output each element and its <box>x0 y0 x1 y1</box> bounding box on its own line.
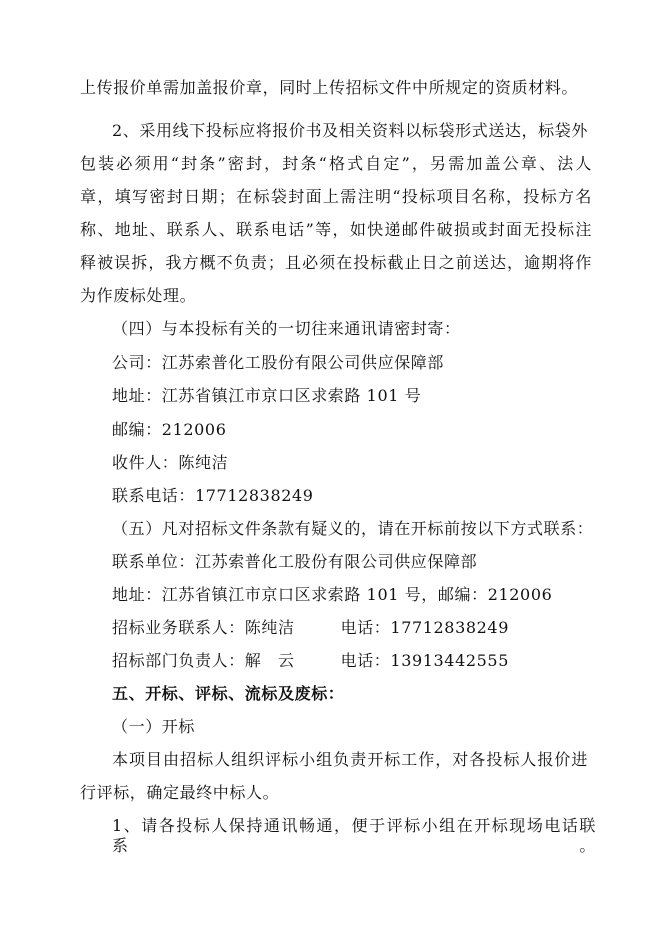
text-line: 释被误拆，我方概不负责；且必须在投标截止日之前送达，逾期将作 <box>80 253 592 272</box>
text-line: 2、采用线下投标应将报价书及相关资料以标袋形式送达，标袋外 <box>112 121 588 140</box>
department-head-name: 招标部门负责人：解 云 <box>112 651 295 670</box>
department-head-line <box>112 651 624 671</box>
phone-line: 联系电话：17712838249 <box>112 486 314 505</box>
section-five-heading: （五）凡对招标文件条款有疑义的，请在开标前按以下方式联系： <box>112 519 594 538</box>
section-four-heading: （四）与本投标有关的一切往来通讯请密封寄： <box>112 319 461 338</box>
recipient-line: 收件人：陈纯洁 <box>112 453 229 472</box>
subsection-heading: （一）开标 <box>112 717 196 736</box>
address-line: 地址：江苏省镇江市京口区求索路 101 号 <box>112 386 422 405</box>
contact-address-line: 地址：江苏省镇江市京口区求索路 101 号，邮编：212006 <box>112 585 553 604</box>
text-line: 章，填写密封日期；在标袋封面上需注明“投标项目名称，投标方名 <box>80 187 592 206</box>
text-line: 行评标，确定最终中标人。 <box>80 783 280 802</box>
text-line: 称、地址、联系人、联系电话”等，如快递邮件破损或封面无投标注 <box>80 220 592 239</box>
text-line: 1、请各投标人保持通讯畅通，便于评标小组在开标现场电话联系。 <box>112 816 596 855</box>
text-line: 本项目由招标人组织评标小组负责开标工作，对各投标人报价进 <box>112 750 588 769</box>
postcode-line: 邮编：212006 <box>112 420 227 439</box>
contact-unit-line: 联系单位：江苏索普化工股份有限公司供应保障部 <box>112 552 478 571</box>
company-line: 公司：江苏索普化工股份有限公司供应保障部 <box>112 353 445 372</box>
business-contact-phone: 电话：17712838249 <box>340 618 509 637</box>
business-contact-line <box>112 618 624 638</box>
section-heading-five: 五、开标、评标、流标及废标： <box>112 684 345 703</box>
text-line: 上传报价单需加盖报价章，同时上传招标文件中所规定的资质材料。 <box>80 78 579 97</box>
text-line: 包装必须用“封条”密封，封条“格式自定”，另需加盖公章、法人 <box>80 154 592 173</box>
department-head-phone: 电话：13913442555 <box>340 651 509 670</box>
business-contact-name: 招标业务联系人：陈纯洁 <box>112 618 295 637</box>
text-line: 为作废标处理。 <box>80 286 197 305</box>
